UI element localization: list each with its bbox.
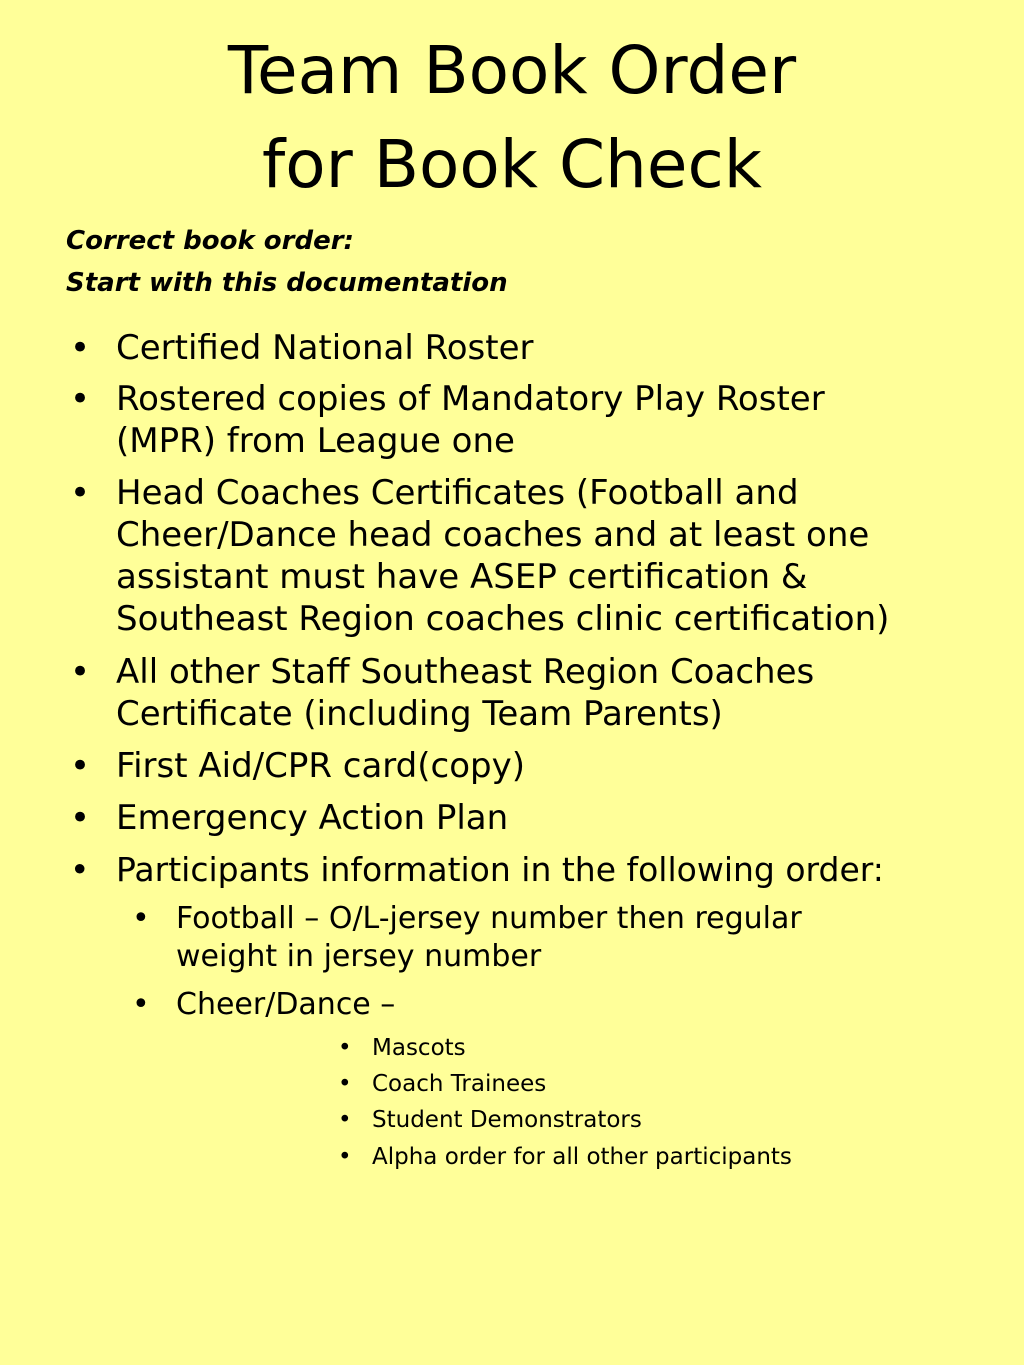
cheer-list-item-text: Student Demonstrators [372, 1107, 642, 1133]
bullet-icon: • [132, 987, 150, 1022]
list-item-text: All other Staff Southeast Region Coaches Certificate (including Team Parents) [116, 652, 815, 734]
list-item [70, 472, 936, 640]
list-item [70, 651, 876, 735]
sub-list-item-text: Cheer/Dance – [176, 987, 396, 1022]
bullet-icon: • [338, 1144, 352, 1170]
list-item [70, 849, 996, 891]
list-item [70, 797, 976, 839]
cheer-list-item-text: Alpha order for all other participants [372, 1144, 792, 1170]
cheer-list-item-text: Coach Trainees [372, 1071, 547, 1097]
list-item-text: Rostered copies of Mandatory Play Roster (MPR) from League one [116, 379, 825, 461]
bullet-icon: • [70, 379, 91, 419]
bullet-icon: • [70, 473, 91, 513]
bullet-icon: • [132, 901, 150, 936]
title-line-1: Team Book Order [227, 32, 797, 109]
cheer-list-item [338, 1033, 972, 1063]
list-item-text: Emergency Action Plan [116, 798, 509, 838]
bullet-icon: • [338, 1107, 352, 1133]
list-item [70, 378, 876, 462]
list-item-text: First Aid/CPR card(copy) [116, 746, 525, 786]
cheer-list-item-text: Mascots [372, 1035, 466, 1061]
bullet-icon: • [70, 652, 91, 692]
bullet-icon: • [338, 1071, 352, 1097]
sub-list-item [132, 986, 936, 1024]
cheer-list-item [338, 1105, 972, 1135]
list-item-text: Certified National Roster [116, 328, 534, 368]
cheer-list-item [338, 1069, 972, 1099]
list-item [70, 327, 976, 369]
list-item [70, 745, 976, 787]
subtitle-line-1: Correct book order: [66, 226, 354, 256]
bullet-icon: • [70, 746, 91, 786]
cheer-list-item [338, 1142, 972, 1172]
bullet-icon: • [70, 328, 91, 368]
slide-title [0, 24, 1024, 212]
sub-list-item-text: Football – O/L-jersey number then regular weight in jersey number [176, 901, 802, 974]
sub-list-item [132, 900, 876, 976]
slide-subtitle [66, 220, 508, 304]
bullet-icon: • [70, 850, 90, 889]
bullet-icon: • [338, 1035, 352, 1061]
subtitle-line-2: Start with this documentation [66, 268, 508, 298]
title-line-2: for Book Check [262, 126, 762, 203]
bullet-icon: • [70, 798, 91, 838]
list-item-text: Participants information in the following order: [116, 850, 884, 889]
list-item-text: Head Coaches Certificates (Football and Cheer/Dance head coaches and at least one assistant must have ASEP certification & Southeast Region coaches clinic certification) [116, 473, 890, 639]
